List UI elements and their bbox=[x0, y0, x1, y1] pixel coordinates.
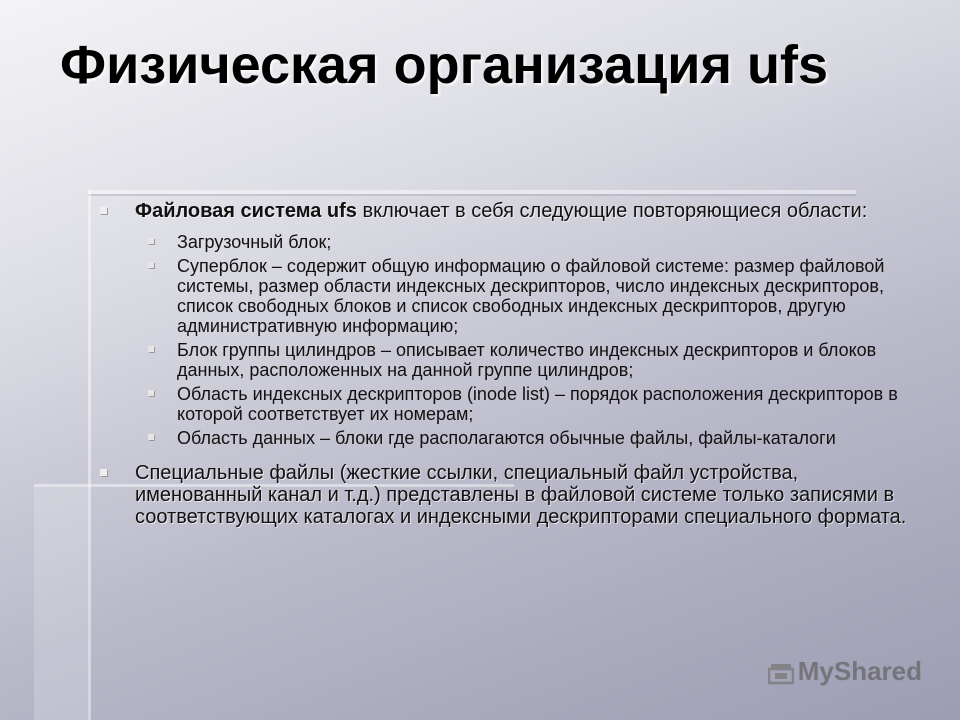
bullet-item-2 bbox=[100, 462, 925, 528]
sub-item-1 bbox=[135, 232, 925, 252]
slide-title: Физическая организация ufs bbox=[60, 35, 828, 95]
decorative-line-top-shadow bbox=[88, 194, 856, 196]
decorative-line-vertical bbox=[88, 190, 91, 720]
bullet-item-2-text: Специальные файлы (жесткие ссылки, специальный файл устройства, именованный канал и т.д.) представлены в файловой системе только записями в соответствующих каталогах и индексными дескрипторами специального формата. bbox=[135, 462, 907, 528]
square-bullet-icon bbox=[100, 207, 107, 214]
small-square-bullet-icon bbox=[148, 390, 154, 396]
sub-item-5-text: Область данных – блоки где располагаются обычные файлы, файлы-каталоги bbox=[177, 428, 836, 448]
small-square-bullet-icon bbox=[148, 262, 154, 268]
sub-item-2 bbox=[135, 256, 925, 336]
sub-item-3-text: Блок группы цилиндров – описывает количество индексных дескрипторов и блоков данных, расположенных на данной группе цилиндров; bbox=[177, 340, 877, 380]
sub-item-2-text: Суперблок – содержит общую информацию о файловой системе: размер файловой системы, размер области индексных дескрипторов, число индексных дескрипторов, список свободных блоков и список свободных индексных дескрипторов, другую административную информацию; bbox=[177, 256, 885, 336]
myshared-logo-icon bbox=[768, 661, 794, 683]
small-square-bullet-icon bbox=[148, 434, 154, 440]
myshared-watermark bbox=[768, 656, 922, 687]
sub-item-1-text: Загрузочный блок; bbox=[177, 232, 332, 252]
slide-content bbox=[100, 200, 925, 528]
sub-list bbox=[135, 232, 925, 448]
small-square-bullet-icon bbox=[148, 238, 154, 244]
bullet-item-1 bbox=[100, 200, 925, 448]
sub-item-4 bbox=[135, 384, 925, 424]
bullet-item-1-strong: Файловая система ufs bbox=[135, 200, 357, 222]
bullet-item-1-rest: включает в себя следующие повторяющиеся области: bbox=[356, 200, 868, 222]
sub-item-5 bbox=[135, 428, 925, 448]
bullet-item-1-text bbox=[135, 200, 867, 222]
watermark-text: MyShared bbox=[797, 656, 922, 686]
decorative-block bbox=[34, 487, 88, 720]
small-square-bullet-icon bbox=[148, 346, 154, 352]
sub-item-4-text: Область индексных дескрипторов (inode list) – порядок расположения дескрипторов в которой соответствует их номерам; bbox=[177, 384, 898, 424]
square-bullet-icon bbox=[100, 469, 107, 476]
sub-item-3 bbox=[135, 340, 925, 380]
